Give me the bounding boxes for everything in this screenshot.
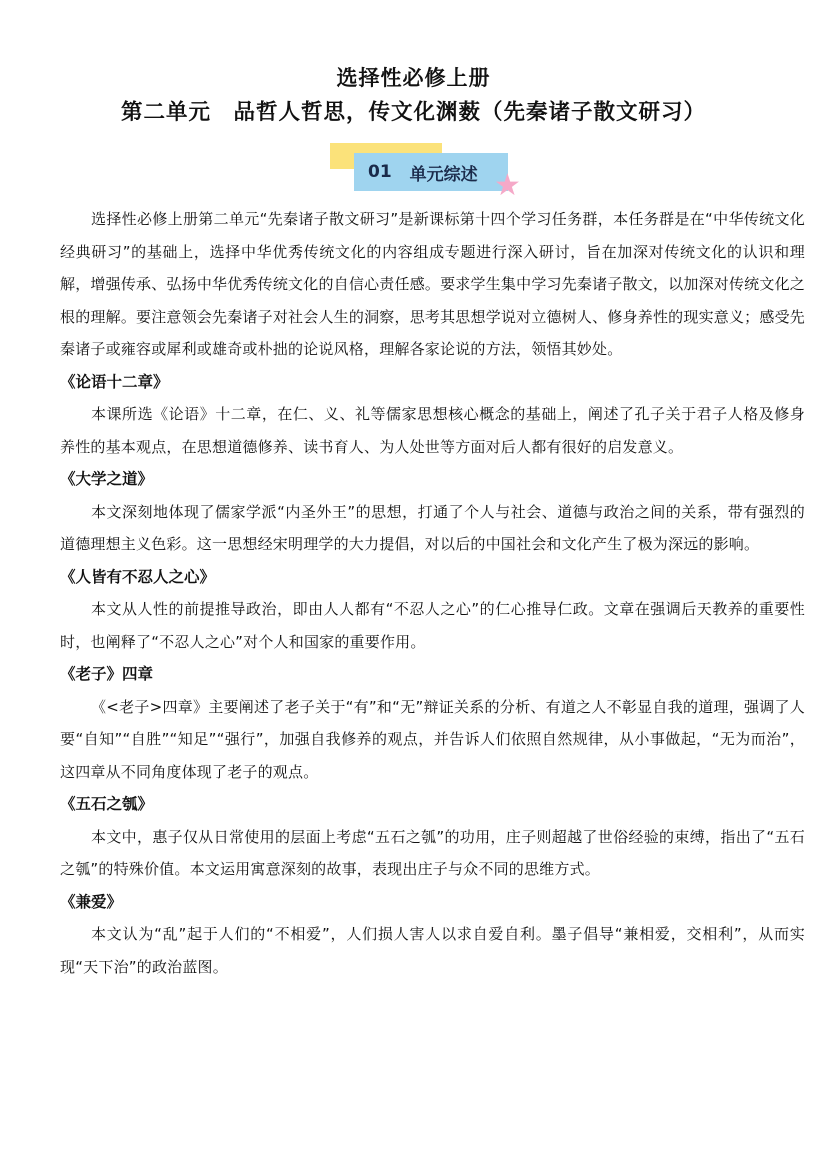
section-text-burenren: 本文从人性的前提推导政治，即由人人都有“不忍人之心”的仁心推导仁政。文章在强调后天教养的重要性时，也阐释了“不忍人之心”对个人和国家的重要作用。 bbox=[60, 600, 805, 651]
badge-label-box bbox=[354, 153, 508, 191]
section-heading-wushi: 《五石之瓠》 bbox=[60, 794, 154, 813]
star-icon: ★ bbox=[494, 168, 521, 203]
section-text-jianai: 本文认为“乱”起于人们的“不相爱”，人们损人害人以求自爱自利。墨子倡导“兼相爱，交相利”，从而实现“天下治”的政治蓝图。 bbox=[60, 925, 805, 976]
badge-number: 01 bbox=[368, 162, 392, 182]
section-text-daxue: 本文深刻地体现了儒家学派“内圣外王”的思想，打通了个人与社会、道德与政治之间的关系，带有强烈的道德理想主义色彩。这一思想经宋明理学的大力提倡，对以后的中国社会和文化产生了极为深远的影响。 bbox=[60, 502, 805, 553]
intro-paragraph: 选择性必修上册第二单元“先秦诸子散文研习”是新课标第十四个学习任务群，本任务群是在“中华传统文化经典研习”的基础上，选择中华优秀传统文化的内容组成专题进行深入研讨，旨在加深对传统文化的认识和理解，增强传承、弘扬中华优秀传统文化的自信心责任感。要求学生集中学习先秦诸子散文，以加深对传统文化之根的理解。要注意领会先秦诸子对社会人生的洞察，思考其思想学说对立德树人、修身养性的现实意义；感受先秦诸子或雍容或犀利或雄奇或朴拙的论说风格，理解各家论说的方法，领悟其妙处。 bbox=[60, 210, 805, 358]
section-text-wushi: 本文中，惠子仅从日常使用的层面上考虑“五石之瓠”的功用，庄子则超越了世俗经验的束缚，指出了“五石之瓠”的特殊价值。本文运用寓意深刻的故事，表现出庄子与众不同的思维方式。 bbox=[60, 827, 805, 878]
section-text-lunyu: 本课所选《论语》十二章，在仁、义、礼等儒家思想核心概念的基础上，阐述了孔子关于君子人格及修身养性的基本观点，在思想道德修养、读书育人、为人处世等方面对后人都有很好的启发意义。 bbox=[60, 405, 805, 456]
badge-label: 单元综述 bbox=[409, 164, 478, 185]
section-heading-daxue: 《大学之道》 bbox=[60, 469, 154, 488]
section-badge bbox=[330, 143, 530, 203]
book-title: 选择性必修上册 bbox=[336, 65, 491, 90]
section-heading-laozi: 《老子》四章 bbox=[60, 664, 154, 683]
section-heading-burenren: 《人皆有不忍人之心》 bbox=[60, 566, 216, 586]
section-heading-jianai: 《兼爱》 bbox=[60, 891, 123, 911]
document-body bbox=[60, 203, 805, 983]
section-heading-lunyu: 《论语十二章》 bbox=[60, 371, 169, 391]
section-text-laozi: 《<老子>四章》主要阐述了老子关于“有”和“无”辩证关系的分析、有道之人不彰显自我的道理，强调了人要“自知”“自胜”“知足”“强行”，加强自我修养的观点，并告诉人们依照自然规律，从小事做起，“无为而治”，这四章从不同角度体现了老子的观点。 bbox=[60, 697, 805, 781]
unit-title: 第二单元 品哲人哲思，传文化渊薮（先秦诸子散文研习） bbox=[120, 100, 706, 125]
